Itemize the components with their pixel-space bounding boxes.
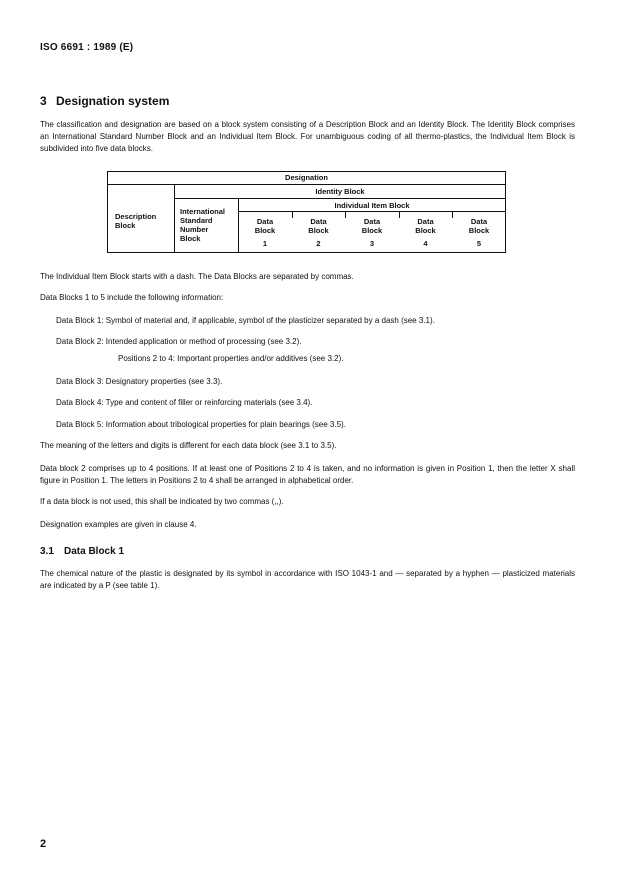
paragraph-info-intro: Data Blocks 1 to 5 include the following information: xyxy=(40,293,224,302)
data-block-number: 4 xyxy=(423,239,428,248)
subsection-title: Data Block 1 xyxy=(64,546,125,557)
section-number: 3 xyxy=(40,94,47,108)
data-block-word: Data xyxy=(417,217,434,226)
paragraph-dash: The Individual Item Block starts with a dash. The Data Blocks are separated by commas. xyxy=(40,272,354,281)
section-3-1-text: The chemical nature of the plastic is designated by its symbol in accordance with ISO 1043-1 and — separated by a hyphen — plasticized materials are indicated by a P (see table 1). xyxy=(40,569,575,590)
data-block-number: 2 xyxy=(316,239,321,248)
data-block-4 xyxy=(399,217,452,248)
data-block-word: Block xyxy=(468,226,490,235)
data-block-word: Block xyxy=(361,226,383,235)
data-block-word: Block xyxy=(254,226,276,235)
description-line-2: Block xyxy=(115,221,136,230)
data-block-5-desc: Data Block 5: Information about tribological properties for plain bearings (see 3.5). xyxy=(56,420,346,429)
data-block-1-desc: Data Block 1: Symbol of material and, if applicable, symbol of the plasticizer separated by a dash (see 3.1). xyxy=(56,316,435,325)
isn-line-3: Number xyxy=(180,225,209,234)
data-block-word: Data xyxy=(363,217,381,226)
isn-line-1: International xyxy=(180,207,226,216)
paragraph-data-block-2: Data block 2 comprises up to 4 positions. If at least one of Positions 2 to 4 is taken, and no information is given in Position 1, then the letter X shall figure in Position 1. The letters in Positions 2 to 4 shall be arranged in alphabetical order. xyxy=(40,464,575,485)
data-block-2-positions: Positions 2 to 4: Important properties and/or additives (see 3.2). xyxy=(118,354,344,363)
data-block-word: Block xyxy=(415,226,436,235)
document-header: ISO 6691 : 1989 (E) xyxy=(40,42,134,53)
data-block-word: Data xyxy=(256,217,274,226)
paragraph-examples: Designation examples are given in clause 4. xyxy=(40,520,197,529)
isn-line-2: Standard xyxy=(180,216,213,225)
data-block-word: Data xyxy=(470,217,488,226)
section-title: Designation system xyxy=(56,94,170,108)
data-block-number: 5 xyxy=(476,239,482,248)
data-block-word: Data xyxy=(310,217,327,226)
designation-label: Designation xyxy=(285,173,328,182)
subsection-number: 3.1 xyxy=(40,546,54,557)
description-block-label xyxy=(115,212,156,230)
data-block-3-desc: Data Block 3: Designatory properties (see 3.3). xyxy=(56,377,223,386)
isn-block-label xyxy=(180,207,225,243)
isn-line-4: Block xyxy=(180,234,201,243)
data-block-5 xyxy=(452,217,506,248)
data-block-number: 3 xyxy=(369,239,375,248)
page-number: 2 xyxy=(40,838,47,850)
designation-table xyxy=(107,171,506,253)
identity-block-label: Identity Block xyxy=(315,187,365,196)
paragraph-meaning: The meaning of the letters and digits is different for each data block (see 3.1 to 3.5). xyxy=(40,441,337,450)
section-3-heading xyxy=(40,94,169,108)
paragraph-unused: If a data block is not used, this shall be indicated by two commas (,,). xyxy=(40,497,284,506)
section-3-intro: The classification and designation are based on a block system consisting of a Description Block and an Identity Block. The Identity Block comprises an International Standard Number Block and an Individual Item Block. For unambiguous coding of all thermo-plastics, the Individual Item Block is subdivided into five data blocks. xyxy=(40,120,575,153)
data-block-3 xyxy=(345,217,399,248)
data-block-word: Block xyxy=(308,226,329,235)
data-block-2 xyxy=(292,217,345,248)
data-block-4-desc: Data Block 4: Type and content of filler or reinforcing materials (see 3.4). xyxy=(56,398,313,407)
data-block-1 xyxy=(238,217,292,248)
data-block-2-desc: Data Block 2: Intended application or method of processing (see 3.2). xyxy=(56,337,302,346)
individual-item-block-label: Individual Item Block xyxy=(334,201,410,210)
section-3-1-heading xyxy=(40,546,124,557)
description-line-1: Description xyxy=(115,212,157,221)
data-block-number: 1 xyxy=(262,239,268,248)
